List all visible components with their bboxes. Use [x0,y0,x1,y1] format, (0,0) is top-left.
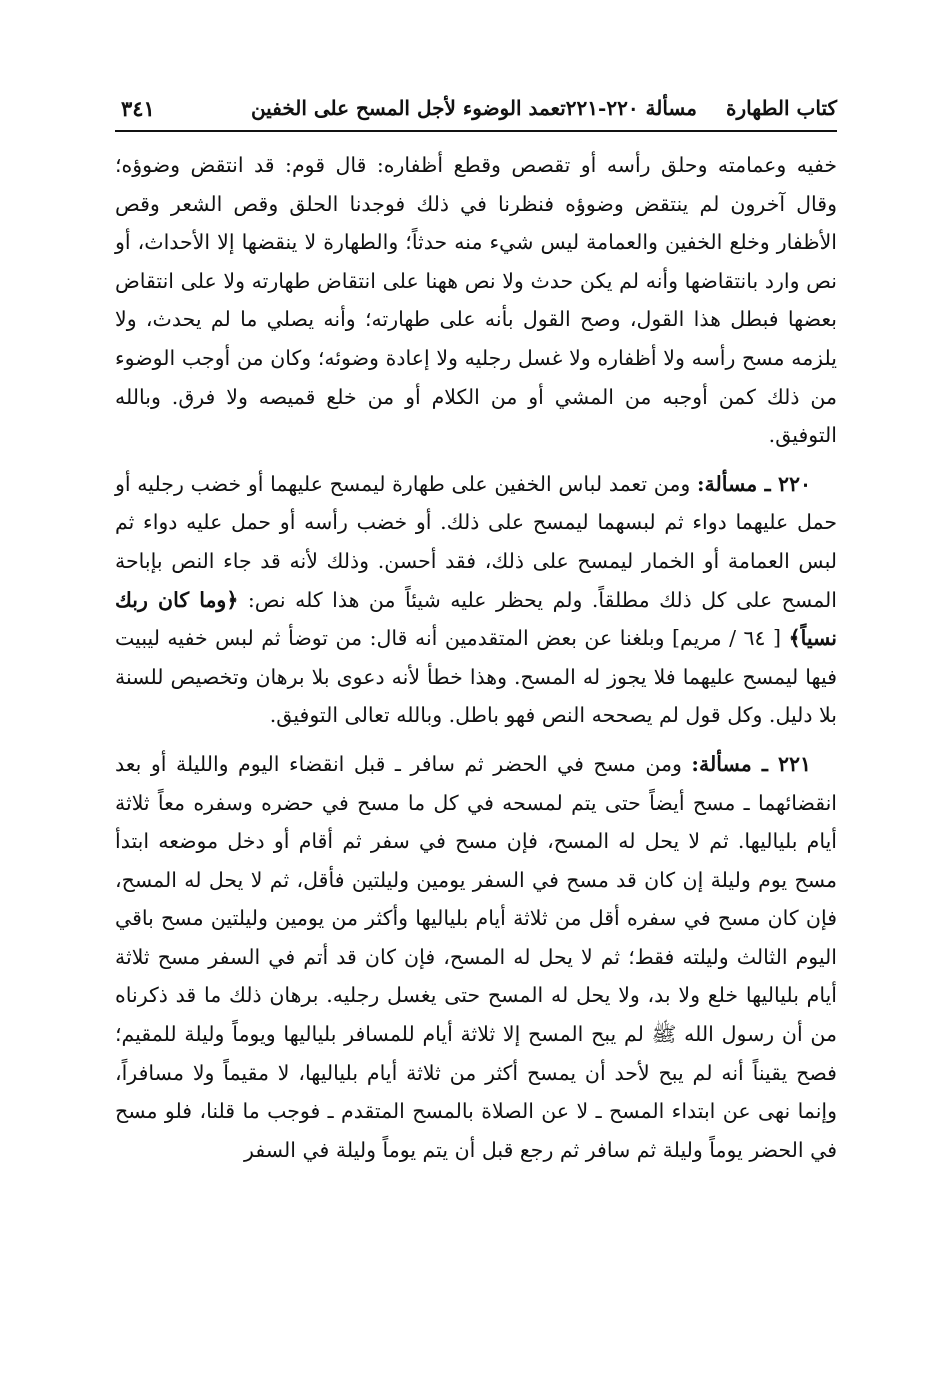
page-body [115,146,837,1169]
issue-220-text-a: ومن تعمد لباس الخفين على طهارة ليمسح عليهما أو خضب رجليه أو حمل عليهما دواء ثم لبسهما ليمسح على ذلك. أو خضب رأسه أو حمل عليه دواء ثم لبس العمامة أو الخمار ليمسح على ذلك، فقد أحسن. وذلك لأنه قد جاء النص بإباحة المسح على كل ذلك مطلقاً. ولم يحظر عليه شيئاً من هذا كله نص: [115,471,837,612]
paragraph-issue-221 [115,745,837,1170]
issue-number-220: ٢٢٠ ـ مسألة: [696,471,811,496]
page-number: ٣٤١ [121,96,155,121]
issue-221-text: ومن مسح في الحضر ثم سافر ـ قبل انقضاء اليوم والليلة أو بعد انقضائهما ـ مسح أيضاً حتى يتم لمسحه في كل ما مسح في حضره وسفره معاً ثلاثة أيام بلياليها. ثم لا يحل له المسح، فإن مسح في سفر ثم أقام أو دخل موضعه ابتدأ مسح يوم وليلة إن كان قد مسح في السفر يومين وليلتين فأقل، ثم لا يحل له المسح، فإن كان مسح في سفره أقل من ثلاثة أيام بلياليها وأكثر من يومين وليلتين مسح باقي اليوم الثالث وليلته فقط؛ ثم لا يحل له المسح، فإن كان قد أتم في السفر مسح ثلاثة أيام بلياليها خلع ولا بد، ولا يحل له المسح حتى يغسل رجليه. برهان ذلك ما قد ذكرناه من أن رسول الله ﷺ لم يبح المسح إلا ثلاثة أيام للمسافر بلياليها ويوماً وليلة للمقيم؛ فصح يقيناً أنه لم يبح لأحد أن يمسح أكثر من ثلاثة أيام بلياليها، لا مقيماً ولا مسافراً، وإنما نهى عن ابتداء المسح ـ لا عن الصلاة بالمسح المتقدم ـ فوجب ما قلنا، فلو مسح في الحضر يوماً وليلة ثم سافر ثم رجع قبل أن يتم يوماً وليلة في السفر [115,751,837,1162]
quran-quote: ﴿وما كان ربك نسياً﴾ [115,587,837,651]
issue-number-221: ٢٢١ ـ مسألة: [691,751,811,776]
book-title: كتاب الطهارة [726,96,837,120]
page-header [115,86,837,132]
paragraph-continuation: خفيه وعمامته وحلق رأسه أو تقصص وقطع أظفاره: قال قوم: قد انتقض وضوؤه؛ وقال آخرون لم ينتقض وضوؤه فنظرنا في ذلك فوجدنا الحلق وقص الشعر وقص الأظفار وخلع الخفين والعمامة ليس شيء منه حدثاً؛ والطهارة لا ينقضها إلا الأحداث، أو نص وارد بانتقاضها وأنه لم يكن حدث ولا نص ههنا على انتقاض طهارته ولا على انتقاض بعضها فبطل هذا القول، وصح القول بأنه على طهارته؛ وأنه يصلي ما لم يحدث، ولا يلزمه مسح رأسه ولا أظفاره ولا غسل رجليه ولا إعادة وضوئه؛ وكان من أوجب الوضوء من ذلك كمن أوجبه من المشي أو من الكلام أو من خلع قميصه ولا فرق. وبالله التوفيق. [115,153,837,448]
paragraph-issue-220 [115,465,837,735]
section-title: مسألة ٢٢٠-٢٢١تعمد الوضوء لأجل المسح على الخفين [250,96,697,120]
issue-220-text-b: [ ٦٤ / مريم] وبلغنا عن بعض المتقدمين أنه قال: من توضأ ثم لبس خفيه ليبيت فيها ليمسح عليهما فلا يجوز له المسح. وهذا خطأ لأنه دعوى بلا برهان وتخصيص للسنة بلا دليل. وكل قول لم يصححه النص فهو باطل. وبالله تعالى التوفيق. [115,626,837,728]
